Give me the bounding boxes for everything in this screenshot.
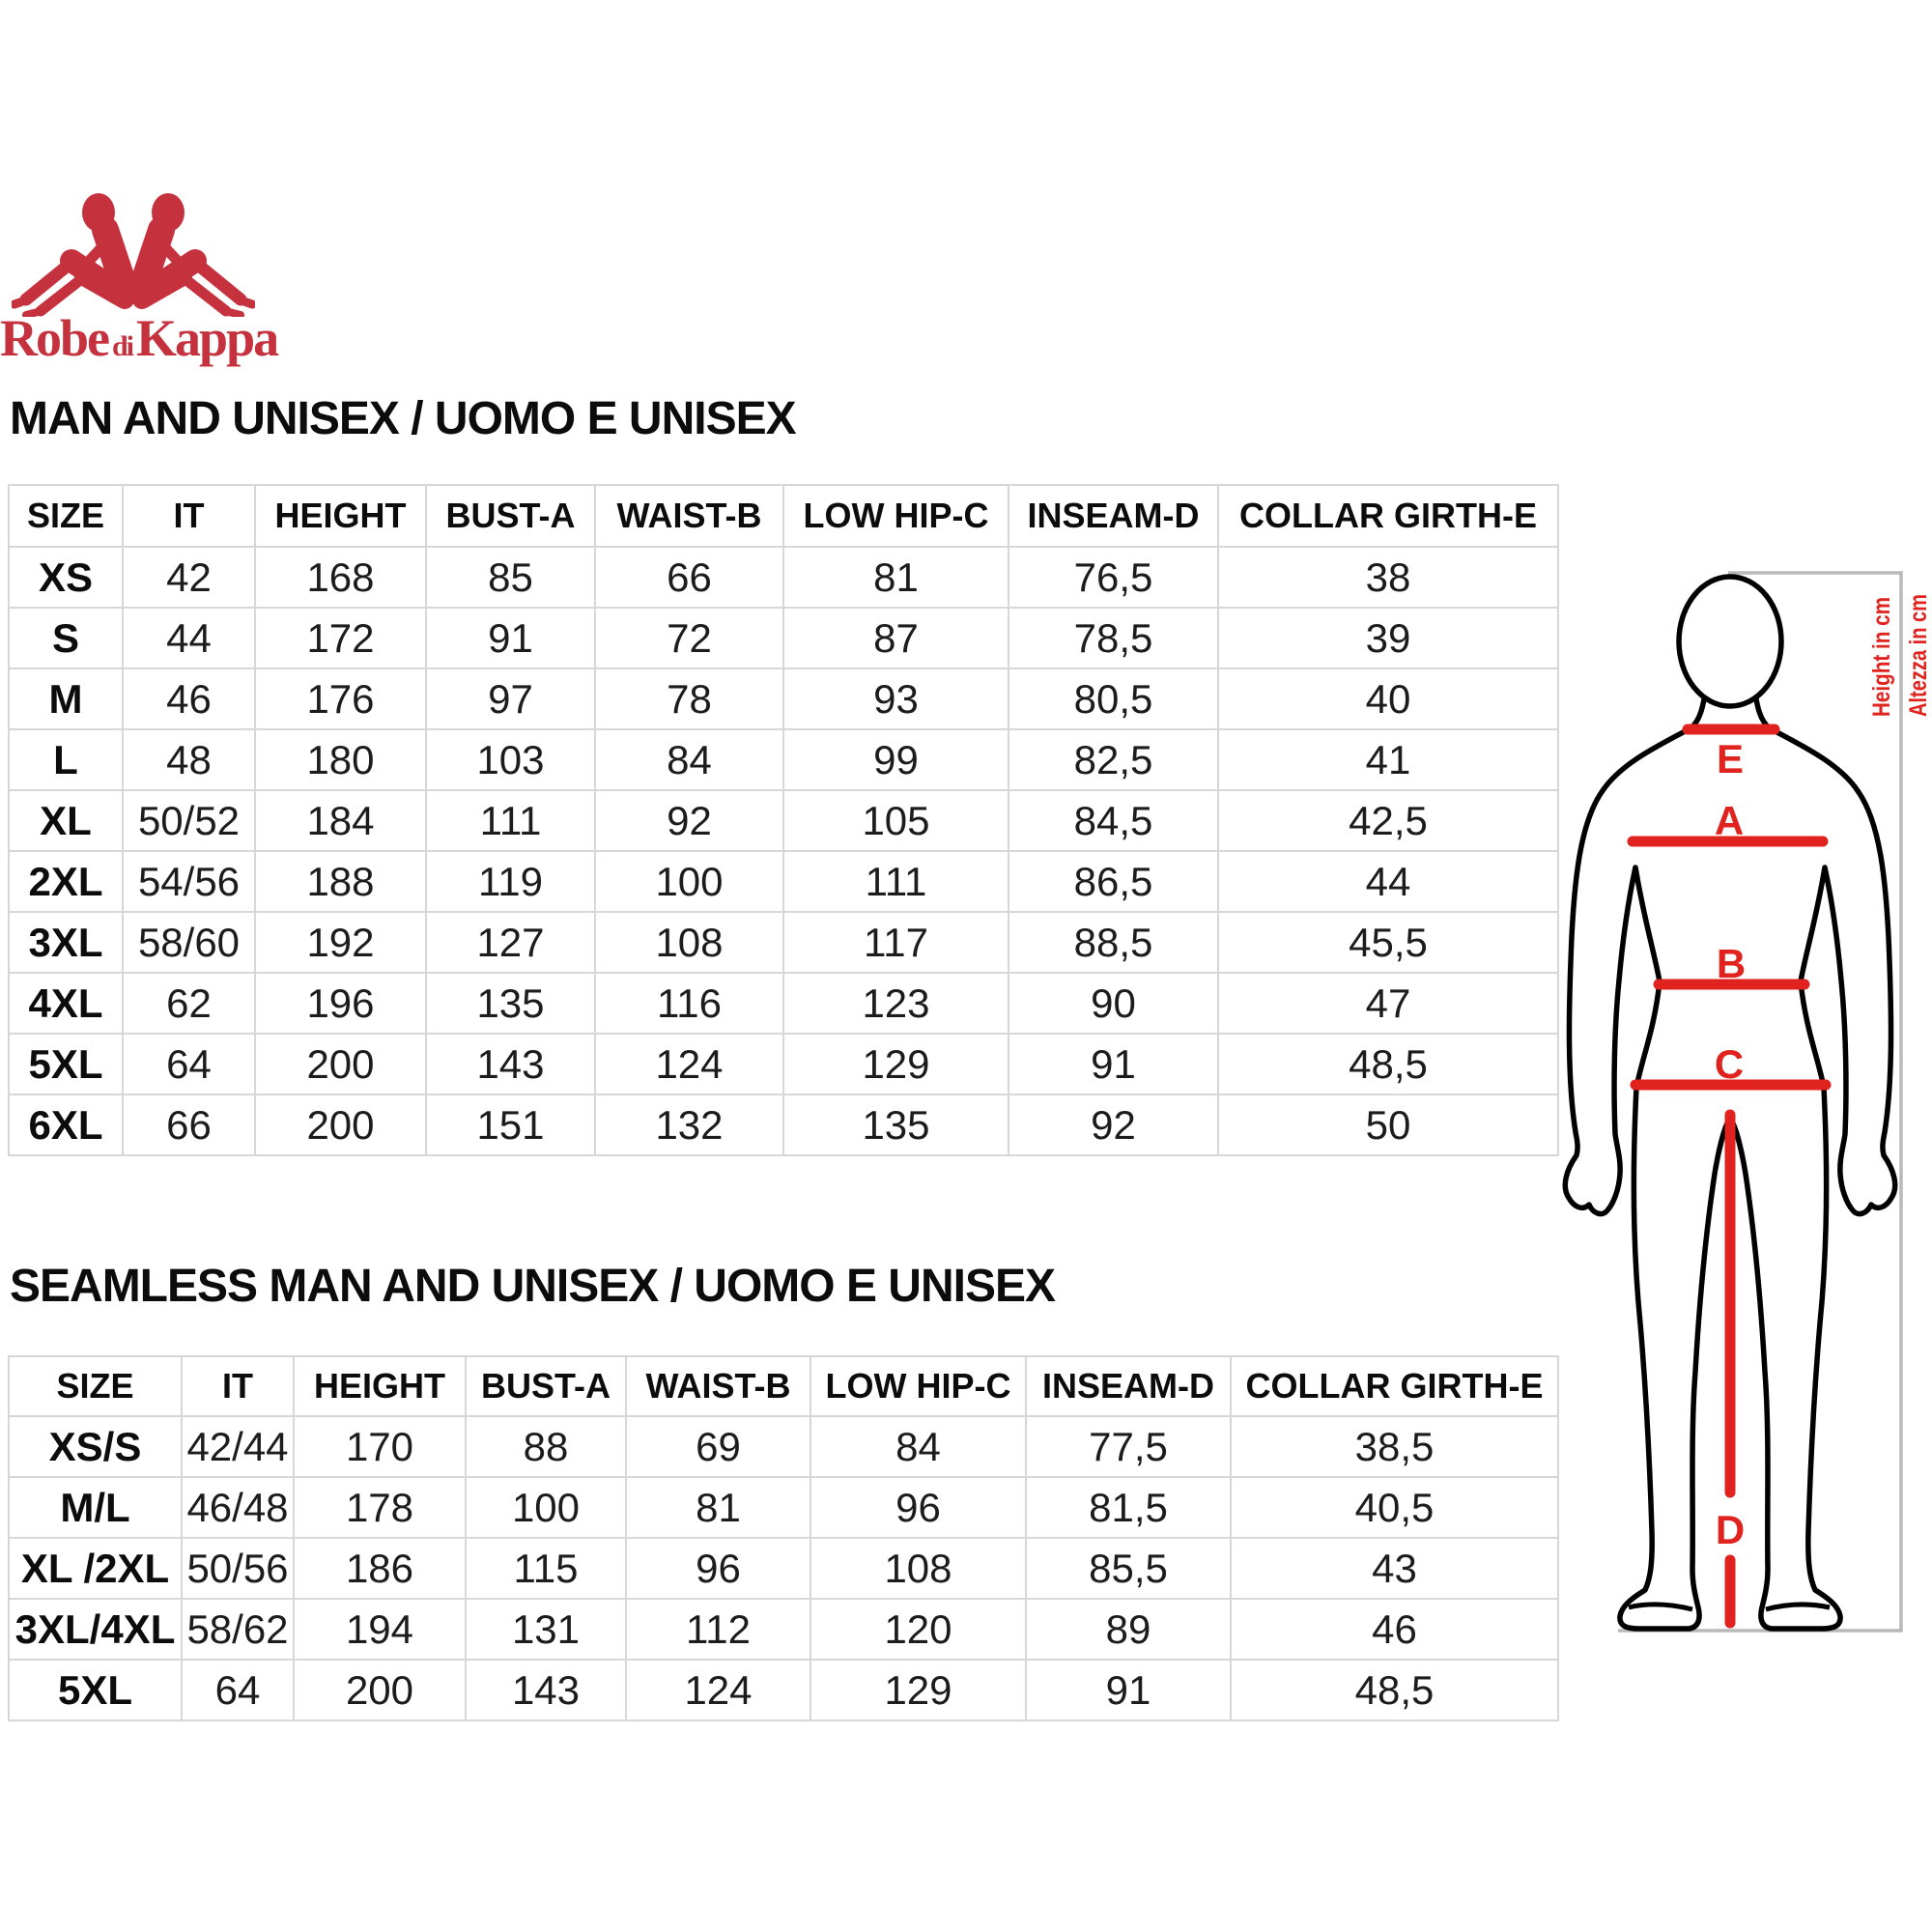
label-inseam-D: D — [1715, 1507, 1746, 1552]
body-measurement-diagram — [1546, 541, 1932, 1662]
column-header: SIZE — [9, 485, 123, 547]
value-cell: 78,5 — [1009, 608, 1218, 668]
value-cell: 180 — [255, 729, 426, 790]
value-cell: 124 — [595, 1034, 783, 1094]
value-cell: 50/52 — [123, 790, 255, 851]
column-header: IT — [182, 1356, 294, 1416]
label-lowhip-C: C — [1714, 1041, 1745, 1087]
height-note-it: Altezza in cm — [1905, 563, 1932, 717]
value-cell: 58/62 — [182, 1599, 294, 1660]
size-cell: L — [9, 729, 123, 790]
value-cell: 78 — [595, 668, 783, 729]
table-row — [9, 608, 1558, 668]
label-bust-A: A — [1714, 798, 1745, 843]
value-cell: 115 — [466, 1538, 626, 1599]
value-cell: 84 — [810, 1416, 1026, 1477]
column-header: BUST-A — [426, 485, 595, 547]
value-cell: 127 — [426, 912, 595, 973]
value-cell: 132 — [595, 1094, 783, 1155]
value-cell: 135 — [783, 1094, 1009, 1155]
value-cell: 84,5 — [1009, 790, 1218, 851]
brand-logo — [12, 191, 255, 322]
value-cell: 103 — [426, 729, 595, 790]
value-cell: 47 — [1218, 973, 1558, 1034]
value-cell: 46 — [1231, 1599, 1558, 1660]
value-cell: 38,5 — [1231, 1416, 1558, 1477]
value-cell: 200 — [255, 1034, 426, 1094]
size-cell: XL /2XL — [9, 1538, 182, 1599]
size-cell: S — [9, 608, 123, 668]
value-cell: 196 — [255, 973, 426, 1034]
value-cell: 44 — [1218, 851, 1558, 912]
value-cell: 120 — [810, 1599, 1026, 1660]
value-cell: 41 — [1218, 729, 1558, 790]
value-cell: 112 — [626, 1599, 810, 1660]
table-row — [9, 668, 1558, 729]
value-cell: 82,5 — [1009, 729, 1218, 790]
size-cell: XS/S — [9, 1416, 182, 1477]
value-cell: 131 — [466, 1599, 626, 1660]
size-cell: M — [9, 668, 123, 729]
size-cell: M/L — [9, 1477, 182, 1538]
value-cell: 172 — [255, 608, 426, 668]
value-cell: 90 — [1009, 973, 1218, 1034]
height-note-en: Height in cm — [1868, 571, 1895, 717]
brand-word-robe: Robe — [0, 309, 108, 367]
value-cell: 62 — [123, 973, 255, 1034]
column-header: WAIST-B — [626, 1356, 810, 1416]
section2-title: SEAMLESS MAN AND UNISEX / UOMO E UNISEX — [10, 1261, 1056, 1312]
value-cell: 92 — [595, 790, 783, 851]
value-cell: 88,5 — [1009, 912, 1218, 973]
value-cell: 42/44 — [182, 1416, 294, 1477]
value-cell: 143 — [426, 1034, 595, 1094]
column-header: INSEAM-D — [1026, 1356, 1231, 1416]
size-cell: XL — [9, 790, 123, 851]
value-cell: 100 — [595, 851, 783, 912]
value-cell: 85,5 — [1026, 1538, 1231, 1599]
table-row — [9, 1477, 1558, 1538]
value-cell: 40,5 — [1231, 1477, 1558, 1538]
table-row — [9, 1660, 1558, 1720]
value-cell: 176 — [255, 668, 426, 729]
value-cell: 91 — [1026, 1660, 1231, 1720]
value-cell: 44 — [123, 608, 255, 668]
value-cell: 66 — [123, 1094, 255, 1155]
table-row — [9, 1094, 1558, 1155]
value-cell: 129 — [810, 1660, 1026, 1720]
head-outline — [1679, 577, 1781, 706]
column-header: IT — [123, 485, 255, 547]
value-cell: 170 — [294, 1416, 466, 1477]
value-cell: 54/56 — [123, 851, 255, 912]
value-cell: 46 — [123, 668, 255, 729]
kappa-sitting-figures-icon — [12, 191, 255, 317]
value-cell: 93 — [783, 668, 1009, 729]
brand-word-di: di — [112, 330, 133, 362]
column-header: WAIST-B — [595, 485, 783, 547]
table-row — [9, 1599, 1558, 1660]
table-row — [9, 547, 1558, 608]
value-cell: 116 — [595, 973, 783, 1034]
size-cell: 6XL — [9, 1094, 123, 1155]
value-cell: 48,5 — [1231, 1660, 1558, 1720]
value-cell: 89 — [1026, 1599, 1231, 1660]
value-cell: 66 — [595, 547, 783, 608]
value-cell: 46/48 — [182, 1477, 294, 1538]
column-header: HEIGHT — [255, 485, 426, 547]
value-cell: 85 — [426, 547, 595, 608]
right-foot-line — [1766, 1605, 1830, 1609]
value-cell: 91 — [1009, 1034, 1218, 1094]
value-cell: 119 — [426, 851, 595, 912]
value-cell: 64 — [123, 1034, 255, 1094]
value-cell: 77,5 — [1026, 1416, 1231, 1477]
column-header: BUST-A — [466, 1356, 626, 1416]
value-cell: 192 — [255, 912, 426, 973]
value-cell: 69 — [626, 1416, 810, 1477]
value-cell: 80,5 — [1009, 668, 1218, 729]
value-cell: 72 — [595, 608, 783, 668]
measurement-figure — [1546, 541, 1932, 1662]
size-cell: 5XL — [9, 1660, 182, 1720]
column-header: COLLAR GIRTH-E — [1218, 485, 1558, 547]
value-cell: 96 — [626, 1538, 810, 1599]
value-cell: 99 — [783, 729, 1009, 790]
value-cell: 108 — [810, 1538, 1026, 1599]
label-collar-E: E — [1716, 736, 1745, 781]
value-cell: 48,5 — [1218, 1034, 1558, 1094]
value-cell: 178 — [294, 1477, 466, 1538]
value-cell: 96 — [810, 1477, 1026, 1538]
value-cell: 91 — [426, 608, 595, 668]
value-cell: 108 — [595, 912, 783, 973]
table-header-row — [9, 1356, 1558, 1416]
value-cell: 88 — [466, 1416, 626, 1477]
value-cell: 76,5 — [1009, 547, 1218, 608]
value-cell: 200 — [294, 1660, 466, 1720]
value-cell: 111 — [783, 851, 1009, 912]
value-cell: 188 — [255, 851, 426, 912]
size-cell: 3XL — [9, 912, 123, 973]
value-cell: 58/60 — [123, 912, 255, 973]
value-cell: 39 — [1218, 608, 1558, 668]
value-cell: 151 — [426, 1094, 595, 1155]
section1-title: MAN AND UNISEX / UOMO E UNISEX — [10, 393, 796, 444]
size-cell: 3XL/4XL — [9, 1599, 182, 1660]
size-cell: 5XL — [9, 1034, 123, 1094]
column-header: INSEAM-D — [1009, 485, 1218, 547]
value-cell: 186 — [294, 1538, 466, 1599]
value-cell: 143 — [466, 1660, 626, 1720]
table-row — [9, 1034, 1558, 1094]
column-header: COLLAR GIRTH-E — [1231, 1356, 1558, 1416]
value-cell: 43 — [1231, 1538, 1558, 1599]
column-header: LOW HIP-C — [783, 485, 1009, 547]
table-row — [9, 973, 1558, 1034]
value-cell: 92 — [1009, 1094, 1218, 1155]
table-row — [9, 729, 1558, 790]
column-header: SIZE — [9, 1356, 182, 1416]
value-cell: 184 — [255, 790, 426, 851]
value-cell: 168 — [255, 547, 426, 608]
value-cell: 45,5 — [1218, 912, 1558, 973]
value-cell: 64 — [182, 1660, 294, 1720]
table-row — [9, 912, 1558, 973]
value-cell: 40 — [1218, 668, 1558, 729]
left-foot-line — [1629, 1605, 1692, 1609]
table-row — [9, 851, 1558, 912]
table-header-row — [9, 485, 1558, 547]
table-row — [9, 1416, 1558, 1477]
value-cell: 124 — [626, 1660, 810, 1720]
table-row — [9, 790, 1558, 851]
value-cell: 105 — [783, 790, 1009, 851]
value-cell: 38 — [1218, 547, 1558, 608]
table-row — [9, 1538, 1558, 1599]
value-cell: 200 — [255, 1094, 426, 1155]
value-cell: 123 — [783, 973, 1009, 1034]
column-header: LOW HIP-C — [810, 1356, 1026, 1416]
value-cell: 129 — [783, 1034, 1009, 1094]
size-table-seamless-man-unisex — [8, 1355, 1559, 1721]
size-cell: 4XL — [9, 973, 123, 1034]
value-cell: 100 — [466, 1477, 626, 1538]
value-cell: 117 — [783, 912, 1009, 973]
value-cell: 81 — [626, 1477, 810, 1538]
value-cell: 42 — [123, 547, 255, 608]
value-cell: 50 — [1218, 1094, 1558, 1155]
brand-wordmark — [0, 309, 278, 370]
column-header: HEIGHT — [294, 1356, 466, 1416]
brand-word-kappa: Kappa — [136, 309, 278, 367]
value-cell: 87 — [783, 608, 1009, 668]
value-cell: 86,5 — [1009, 851, 1218, 912]
value-cell: 48 — [123, 729, 255, 790]
label-waist-B: B — [1716, 941, 1747, 986]
value-cell: 194 — [294, 1599, 466, 1660]
value-cell: 135 — [426, 973, 595, 1034]
size-cell: 2XL — [9, 851, 123, 912]
value-cell: 84 — [595, 729, 783, 790]
value-cell: 50/56 — [182, 1538, 294, 1599]
size-cell: XS — [9, 547, 123, 608]
value-cell: 81 — [783, 547, 1009, 608]
value-cell: 42,5 — [1218, 790, 1558, 851]
value-cell: 111 — [426, 790, 595, 851]
value-cell: 97 — [426, 668, 595, 729]
size-table-man-unisex — [8, 484, 1559, 1156]
value-cell: 81,5 — [1026, 1477, 1231, 1538]
